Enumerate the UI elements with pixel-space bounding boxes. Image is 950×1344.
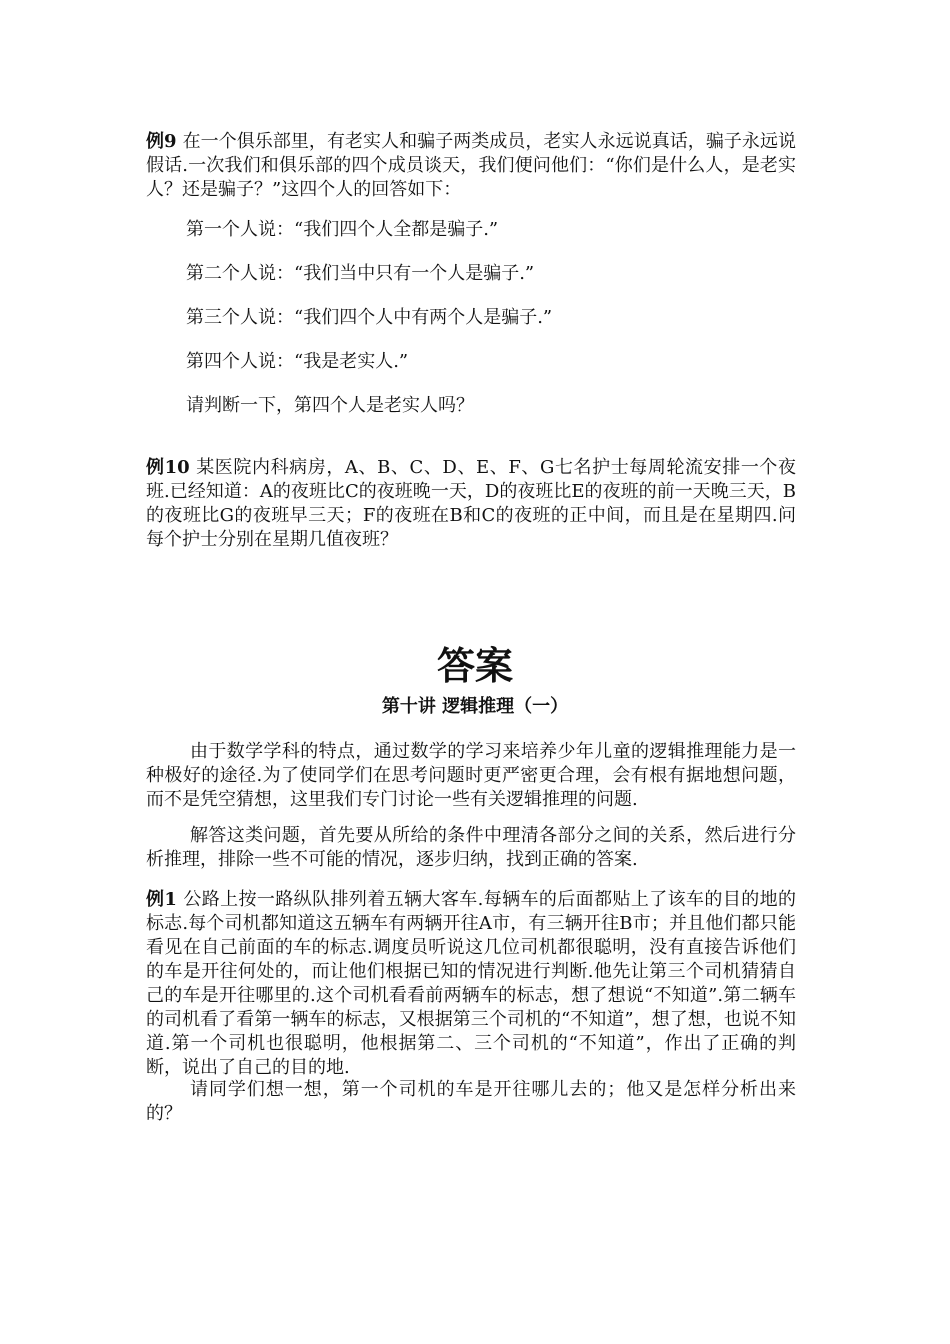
example-9-paragraph [146,130,796,202]
example-9-statement-3: 第三个人说：“我们四个人中有两个人是骗子.” [186,307,553,328]
example-9-text: 在一个俱乐部里，有老实人和骗子两类成员，老实人永远说真话，骗子永远说假话.一次我们和俱乐部的四个成员谈天，我们便问他们：“你们是什么人，是老实人？还是骗子？”这四个人的回答如下： [146,131,797,200]
example-9-statement-1: 第一个人说：“我们四个人全都是骗子.” [186,219,499,240]
example-9-statement-2: 第二个人说：“我们当中只有一个人是骗子.” [186,263,535,284]
example-1-label: 例1 [146,889,177,910]
intro-paragraph-2: 解答这类问题，首先要从所给的条件中理清各部分之间的关系，然后进行分析推理，排除一些不可能的情况，逐步归纳，找到正确的答案. [146,825,796,870]
example-9-label: 例9 [146,131,177,152]
intro-paragraph-1: 由于数学学科的特点，通过数学的学习来培养少年儿童的逻辑推理能力是一种极好的途径.为了使同学们在思考问题时更严密更合理，会有根有据地想问题，而不是凭空猜想，这里我们专门讨论一些有关逻辑推理的问题. [146,741,796,810]
example-10-text: 某医院内科病房，A、B、C、D、E、F、G七名护士每周轮流安排一个夜班.已经知道：A的夜班比C的夜班晚一天，D的夜班比E的夜班的前一天晚三天，B的夜班比G的夜班早三天；F的夜班在B和C的夜班的正中间，而且是在星期四.问每个护士分别在星期几值夜班？ [146,457,796,550]
example-9-question: 请判断一下，第四个人是老实人吗？ [186,395,474,416]
lecture-subtitle: 第十讲 逻辑推理（一） [381,696,569,717]
answers-title: 答案 [436,644,513,688]
example-1-question: 请同学们想一想，第一个司机的车是开往哪儿去的；他又是怎样分析出来的？ [146,1079,796,1124]
example-10-label: 例10 [146,457,190,478]
example-1-text: 公路上按一路纵队排列着五辆大客车.每辆车的后面都贴上了该车的目的地的标志.每个司机都知道这五辆车有两辆开往A市，有三辆开往B市；并且他们都只能看见在自己前面的车的标志.调度员听说这几位司机都很聪明，没有直接告诉他们的车是开往何处的，而让他们根据已知的情况进行判断.他先让第三个司机猜猜自己的车是开往哪里的.这个司机看看前两辆车的标志，想了想说“不知道”.第二辆车的司机看了看第一辆车的标志，又根据第三个司机的“不知道”，想了想，也说不知道.第一个司机也很聪明，他根据第二、三个司机的“不知道”，作出了正确的判断，说出了自己的目的地. [146,889,796,1078]
example-10-paragraph [146,456,796,552]
example-9-statement-4: 第四个人说：“我是老实人.” [186,351,409,372]
example-1-paragraph [146,888,796,1080]
